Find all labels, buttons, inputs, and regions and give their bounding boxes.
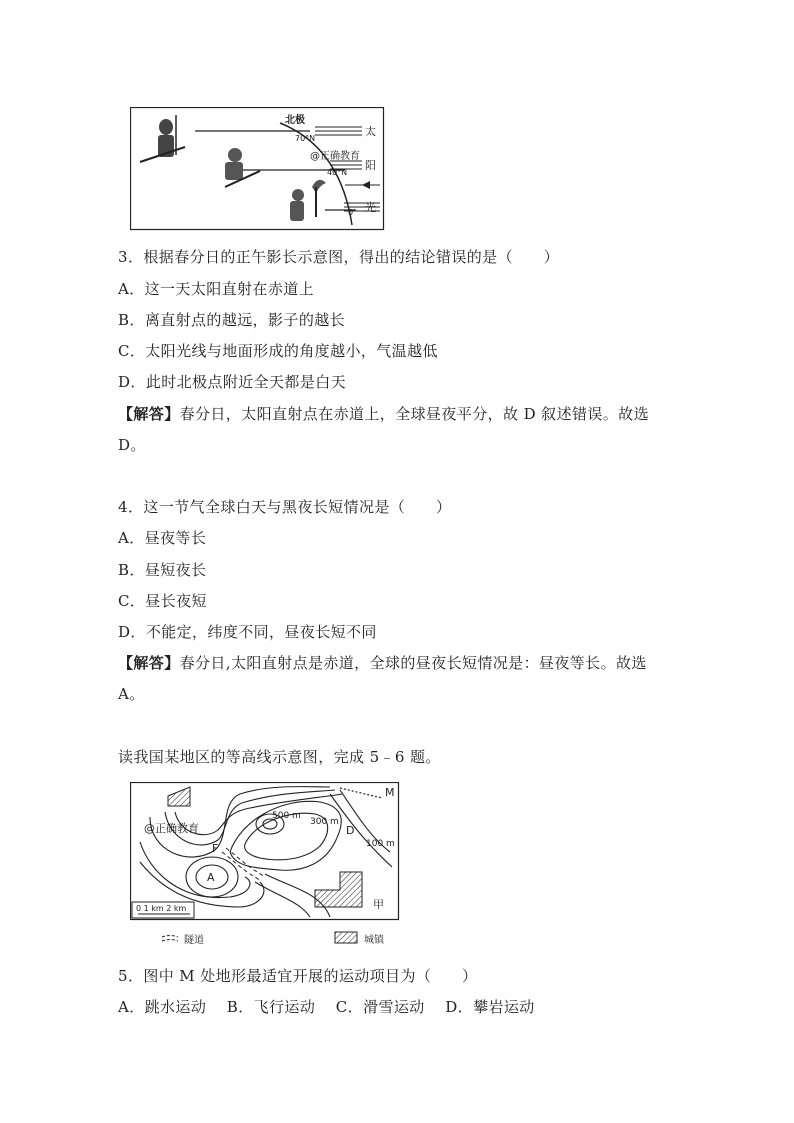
q3-option-d: D．此时北极点附近全天都是白天 bbox=[118, 373, 347, 391]
q4-option-b: B．昼短夜长 bbox=[118, 561, 207, 579]
q4-answer bbox=[118, 653, 647, 673]
town-north bbox=[168, 787, 190, 806]
tunnel-line-2 bbox=[226, 848, 264, 876]
sun-char-3: 光 bbox=[365, 201, 376, 214]
q4-question: 4．这一节气全球白天与黑夜长短情况是（ ） bbox=[118, 498, 452, 516]
section-intro: 读我国某地区的等高线示意图，完成 5﹣6 题。 bbox=[118, 748, 441, 766]
q3-option-a: A．这一天太阳直射在赤道上 bbox=[118, 280, 315, 298]
q4-option-a: A．昼夜等长 bbox=[118, 529, 207, 547]
q3-answer bbox=[118, 404, 649, 424]
person-equator-icon bbox=[290, 180, 326, 221]
map-watermark: @正确教育 bbox=[144, 822, 199, 835]
person-40n-icon bbox=[225, 148, 260, 187]
label-300m: 300 m bbox=[310, 817, 339, 827]
q3-answer-text: 春分日，太阳直射点在赤道上，全球昼夜平分，故 D 叙述错误。故选 bbox=[179, 405, 649, 423]
label-100m: 100 m bbox=[366, 839, 395, 849]
label-m: M bbox=[385, 786, 395, 799]
q4-option-c: C．昼长夜短 bbox=[118, 592, 207, 610]
q3-answer-tag: 【解答】 bbox=[118, 405, 180, 423]
legend-tunnel-label: 隧道 bbox=[184, 935, 204, 946]
legend-town-icon bbox=[335, 932, 357, 943]
q4-answer-tag: 【解答】 bbox=[118, 654, 180, 672]
q3-option-c: C．太阳光线与地面形成的角度越小，气温越低 bbox=[118, 342, 438, 360]
legend-tunnel-icon bbox=[162, 936, 178, 942]
arrow-icon bbox=[362, 181, 370, 189]
lat40-label: 40°N bbox=[327, 168, 348, 177]
q4-option-d: D．不能定，纬度不同，昼夜长短不同 bbox=[118, 623, 377, 641]
q3-answer-cont: D。 bbox=[118, 436, 146, 454]
person-70n-icon bbox=[140, 115, 185, 162]
label-f: F bbox=[212, 842, 219, 855]
q3-option-b: B．离直射点的越远，影子的越长 bbox=[118, 311, 346, 329]
shadow-diagram-figure bbox=[130, 107, 385, 231]
sun-char-1: 太 bbox=[365, 125, 376, 138]
q5-options: A．跳水运动 B．飞行运动 C．滑雪运动 D．攀岩运动 bbox=[118, 998, 535, 1016]
lat0-label: 0° bbox=[348, 208, 358, 217]
lat70-label: 70°N bbox=[295, 134, 316, 143]
q3-question: 3．根据春分日的正午影长示意图，得出的结论错误的是（ ） bbox=[118, 248, 560, 266]
scale-label: 0 1 km 2 km bbox=[136, 904, 187, 913]
label-jia: 甲 bbox=[373, 898, 384, 911]
north-pole-label: 北极 bbox=[285, 115, 305, 126]
contour-map-figure bbox=[130, 782, 402, 950]
sun-char-2: 阳 bbox=[365, 159, 376, 172]
label-500m: 500 m bbox=[272, 811, 301, 821]
legend-town-label: 城镇 bbox=[364, 935, 384, 946]
q4-answer-cont: A。 bbox=[118, 685, 145, 703]
town-jia bbox=[315, 872, 362, 907]
q4-answer-text: 春分日,太阳直射点是赤道，全球的昼夜长短情况是：昼夜等长。故选 bbox=[179, 654, 647, 672]
label-a: A bbox=[207, 871, 215, 884]
q5-question: 5．图中 M 处地形最适宜开展的运动项目为（ ） bbox=[118, 967, 478, 985]
label-d: D bbox=[346, 824, 355, 837]
cliff-line bbox=[340, 788, 382, 798]
watermark-label: @正确教育 bbox=[310, 151, 360, 162]
